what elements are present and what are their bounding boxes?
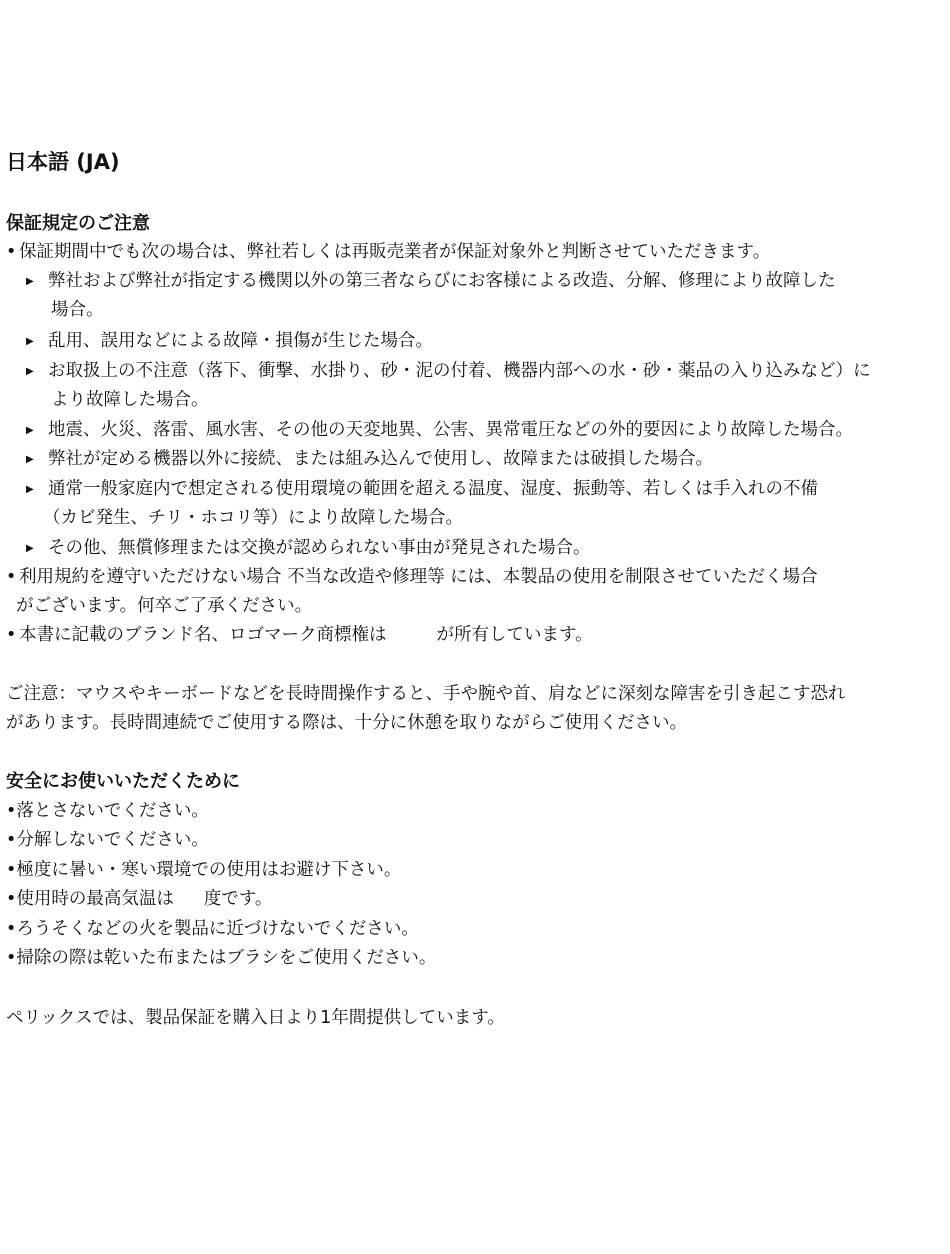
warranty-item-text: 地震、火災、落雷、風水害、その他の天変地異、公害、異常電圧などの外的要因により故障した場合。 <box>48 420 853 440</box>
safety-item-text: 分解しないでください。 <box>16 830 209 850</box>
warranty-item-text: お取扱上の不注意（落下、衝撃、水掛り、砂・泥の付着、機器内部への水・砂・薬品の入り込みなど）に <box>48 361 871 381</box>
warranty-item-text: 弊社が定める機器以外に接続、または組み込んで使用し、故障または破損した場合。 <box>48 449 713 469</box>
warranty-item-continued: （カビ発生、チリ・ホコリ等）により故障した場合。 <box>43 508 463 528</box>
arrow-bullet-icon: ▶ <box>26 543 34 554</box>
warranty-intro <box>6 238 770 267</box>
safety-item-text: 落とさないでください。 <box>16 801 209 821</box>
warranty-item <box>26 475 818 504</box>
terms-text-b: 不当な改造や修理等 <box>287 567 445 587</box>
arrow-bullet-icon: ▶ <box>26 454 34 465</box>
bullet-icon: • <box>6 919 17 939</box>
safety-item-text: 掃除の際は乾いた布またはブラシをご使用ください。 <box>16 948 437 968</box>
arrow-bullet-icon: ▶ <box>26 336 34 347</box>
warranty-item-text: 通常一般家庭内で想定される使用環境の範囲を超える温度、湿度、振動等、若しくは手入れの不備 <box>48 479 818 499</box>
warranty-item-text: 弊社および弊社が指定する機関以外の第三者ならびにお客様による改造、分解、修理により故障した <box>48 271 836 291</box>
arrow-bullet-icon: ▶ <box>26 425 34 436</box>
language-title: 日本語 (JA) <box>6 150 120 174</box>
safety-item <box>6 915 419 944</box>
caution-line-1: ご注意：マウスやキーボードなどを長時間操作すると、手や腕や首、肩などに深刻な障害を引き起こす恐れ <box>6 684 846 704</box>
terms-text-c: には、本製品の使用を制限させていただく場合 <box>450 567 818 587</box>
safety-section-title: 安全にお使いいただくために <box>6 771 240 792</box>
safety-item-text: ろうそくなどの火を製品に近づけないでください。 <box>16 919 419 939</box>
bullet-icon: • <box>6 830 17 850</box>
temperature-suffix: 度です。 <box>203 889 273 909</box>
arrow-bullet-icon: ▶ <box>26 366 34 377</box>
bullet-icon: • <box>6 801 17 821</box>
bullet-icon: • <box>6 860 17 880</box>
bullet-icon: • <box>6 242 17 262</box>
bullet-icon: • <box>6 948 17 968</box>
safety-item <box>6 885 272 914</box>
terms-text-a: 利用規約を遵守いただけない場合 <box>19 567 282 587</box>
warranty-section-title: 保証規定のご注意 <box>6 213 150 234</box>
safety-item <box>6 944 436 973</box>
terms-notice-continued: がございます。何卒ご了承ください。 <box>16 596 313 616</box>
bullet-icon: • <box>6 625 17 645</box>
warranty-item <box>26 357 871 386</box>
arrow-bullet-icon: ▶ <box>26 276 34 287</box>
trademark-notice <box>6 621 593 650</box>
safety-item-text: 使用時の最高気温は <box>16 889 174 909</box>
safety-item-text: 極度に暑い・寒い環境での使用はお避け下さい。 <box>16 860 402 880</box>
bullet-icon: • <box>6 889 17 909</box>
warranty-item <box>26 267 836 296</box>
arrow-bullet-icon: ▶ <box>26 484 34 495</box>
warranty-item-continued: 場合。 <box>51 300 104 320</box>
safety-item <box>6 856 401 885</box>
warranty-item-continued: より故障した場合。 <box>51 390 209 410</box>
safety-item <box>6 826 209 855</box>
trademark-text-b: が所有しています。 <box>436 625 593 645</box>
terms-notice <box>6 563 818 592</box>
warranty-item <box>26 327 433 356</box>
warranty-item <box>26 445 713 474</box>
warranty-item-text: 乱用、誤用などによる故障・損傷が生じた場合。 <box>48 331 433 351</box>
caution-line-2: があります。長時間連続でご使用する際は、十分に休憩を取りながらご使用ください。 <box>6 713 688 733</box>
warranty-item-text: その他、無償修理または交換が認められない事由が発見された場合。 <box>48 538 591 558</box>
bullet-icon: • <box>6 567 17 587</box>
warranty-item <box>26 416 853 445</box>
safety-item <box>6 797 209 826</box>
warranty-intro-text: 保証期間中でも次の場合は、弊社若しくは再販売業者が保証対象外と判断させていただきます。 <box>19 242 771 262</box>
trademark-text-a: 本書に記載のブランド名、ロゴマーク商標権は <box>19 625 387 645</box>
warranty-period: ペリックスでは、製品保証を購入日より1年間提供しています。 <box>6 1008 505 1028</box>
warranty-item <box>26 534 591 563</box>
